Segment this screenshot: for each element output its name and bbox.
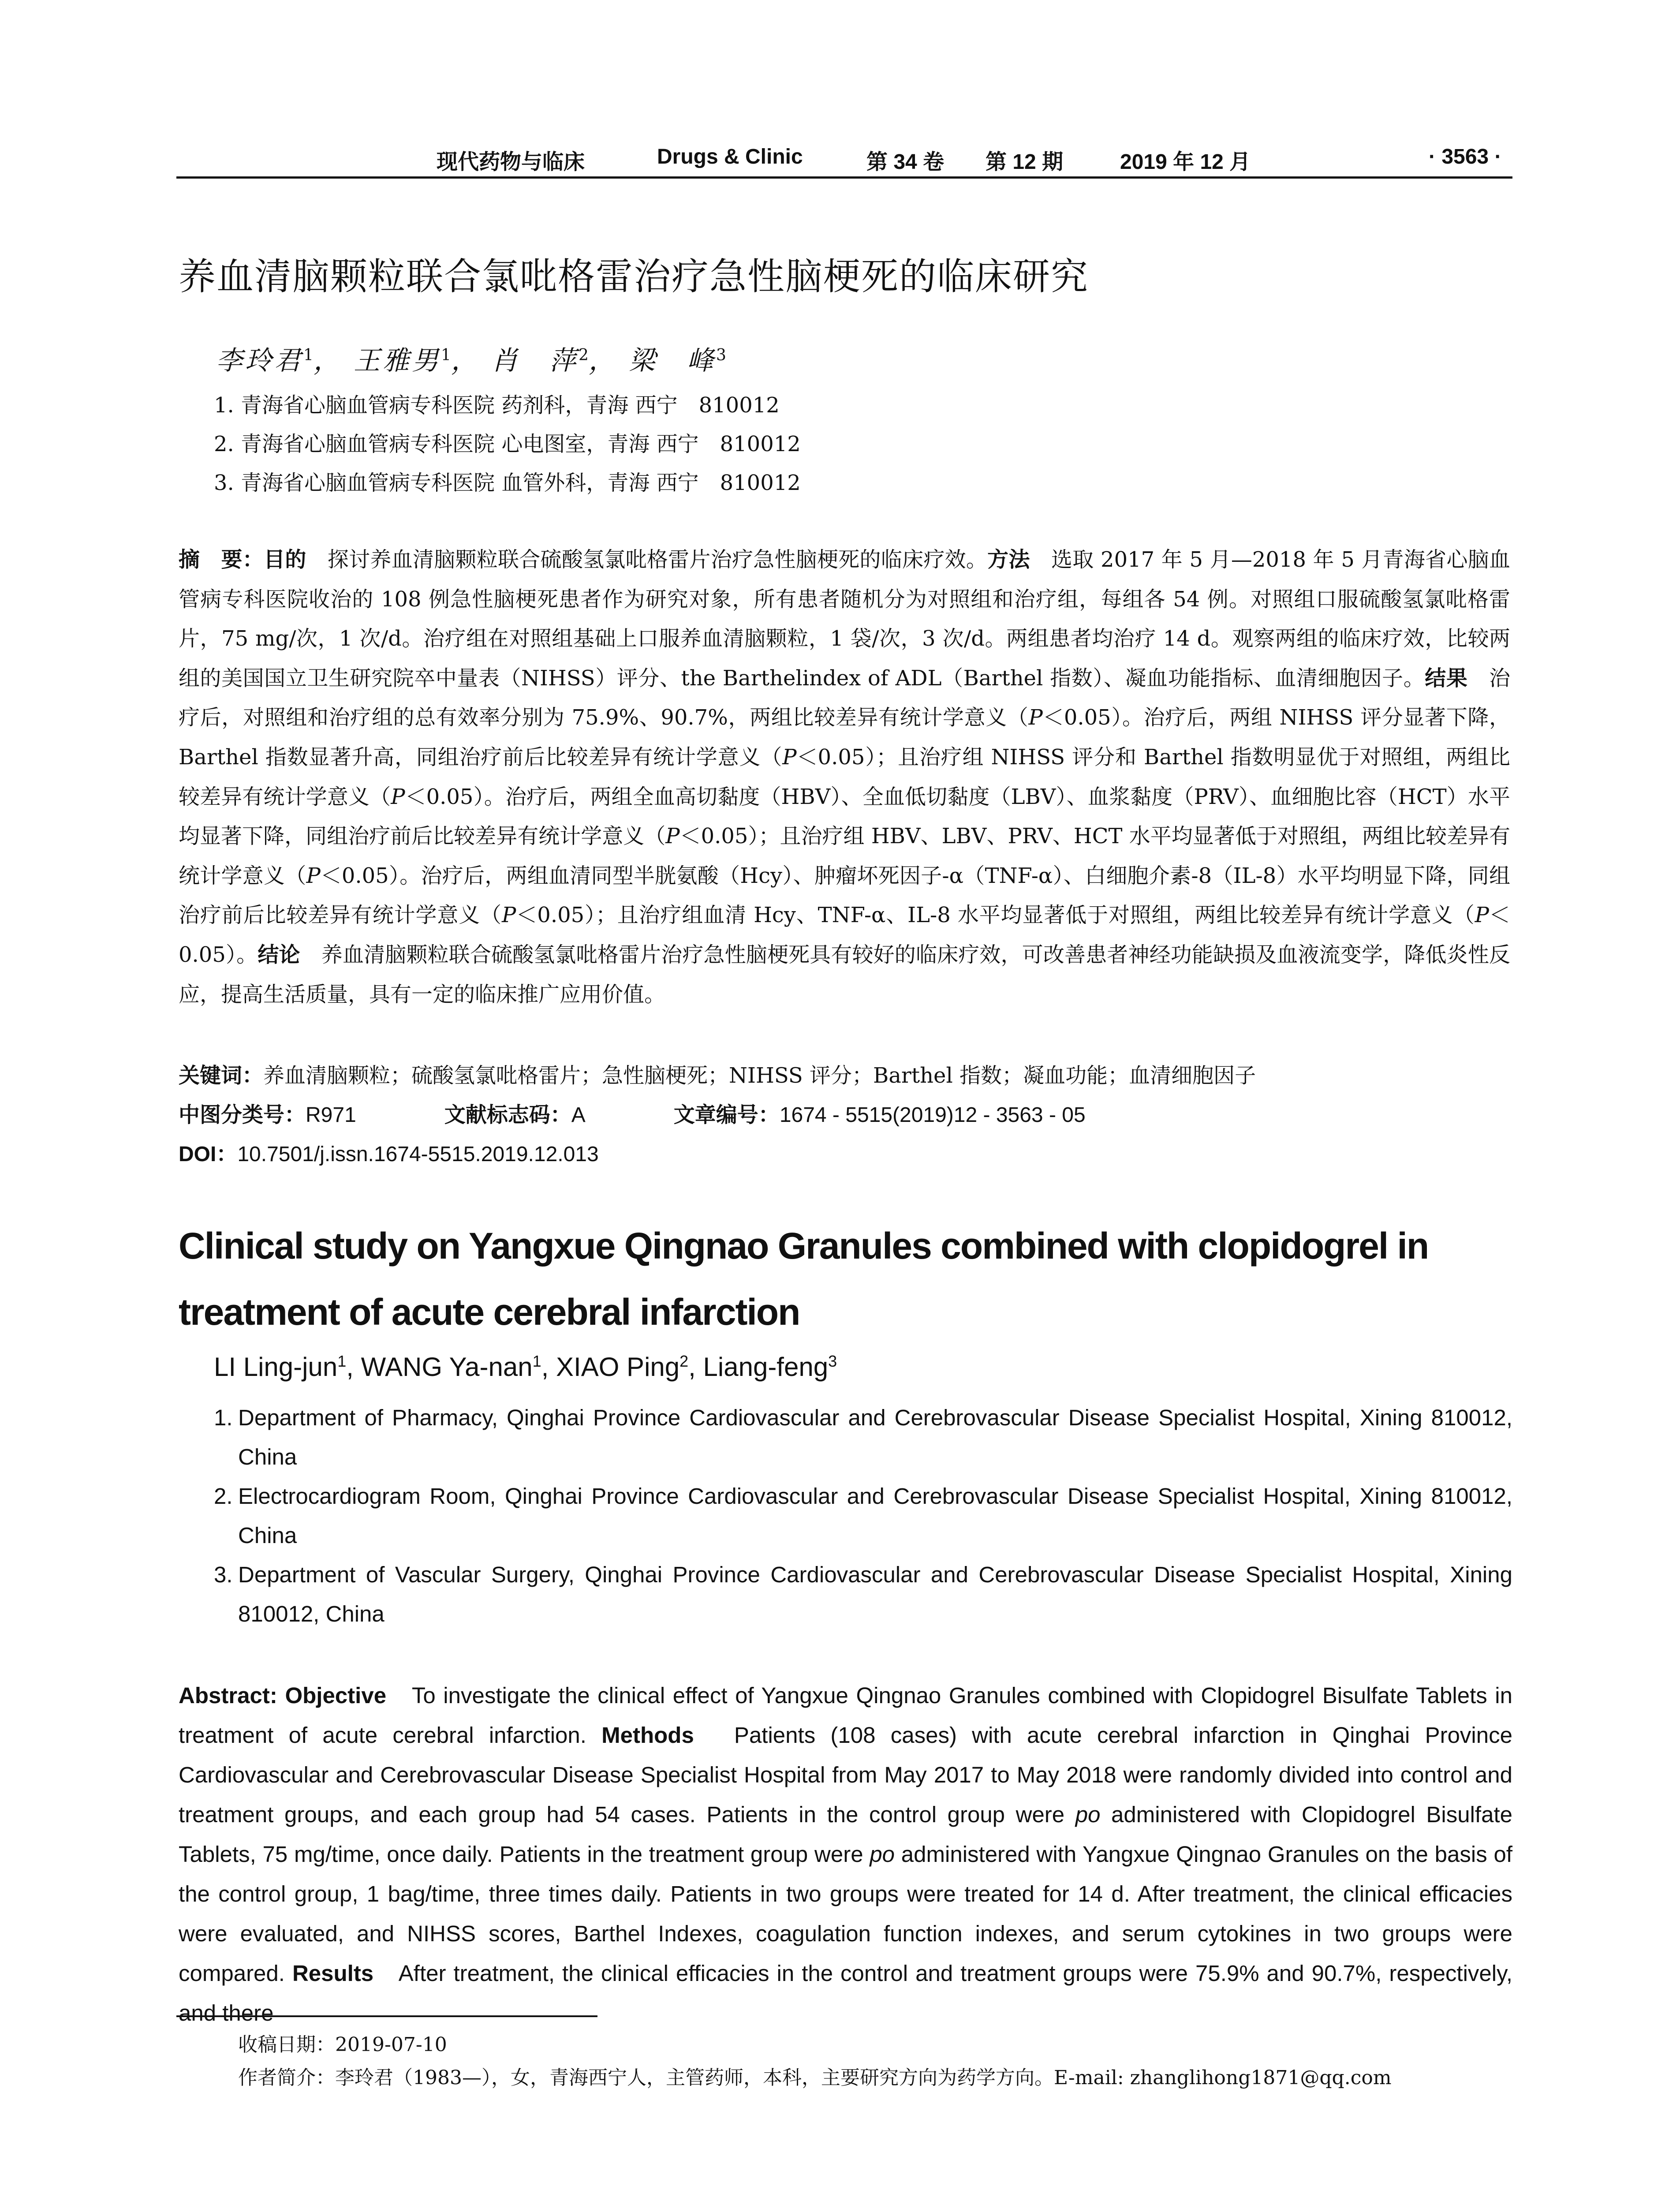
en-author-sep: , [346, 1352, 361, 1382]
en-title: Clinical study on Yangxue Qingnao Granules combined with clopidogrel in treatment of acute cerebral infarction [179, 1225, 1429, 1333]
doc-code-value: A [571, 1103, 586, 1127]
cn-meta [179, 1056, 1510, 1174]
cn-authors [216, 340, 726, 377]
doi-value: 10.7501/j.issn.1674-5515.2019.12.013 [237, 1143, 599, 1166]
en-author-name: LI Ling-jun [214, 1352, 338, 1382]
p-symbol: P [391, 784, 405, 809]
cn-author-name: 梁 峰 [628, 345, 716, 376]
en-objective-label: Objective [285, 1683, 387, 1708]
en-results-label: Results [292, 1961, 374, 1986]
page-number: · 3563 · [1429, 145, 1502, 168]
en-author-name: Liang-feng [703, 1352, 829, 1382]
cn-results-text: ＜0.05）；且治疗组 NIHSS 评分和 Barthel 指数明显优于对照组，两组比较差异有统计学意义（ [179, 744, 1510, 809]
cn-author-sep: ， [588, 345, 618, 376]
cn-author-name: 王雅男 [353, 345, 441, 376]
running-header [176, 137, 1512, 176]
article-no-label: 文章编号： [673, 1103, 780, 1127]
doi-label: DOI： [179, 1143, 238, 1166]
en-methods-text: administered with Yangxue Qingnao Granules on the basis of the control group, 1 bag/time, three times daily. Patients in two groups were treated for 14 d. After treatment, the clinical efficacies were evaluated, and NIHSS scores, Barthel Indexes, coagulation function indexes, and serum cytokines in two groups were compared. [179, 1842, 1512, 1986]
cn-results-text: 治疗后，对照组和治疗组的总有效率分别为 75.9%、90.7%，两组比较差异有统计学意义（ [179, 665, 1510, 730]
article-no-value: 1674 - 5515(2019)12 - 3563 - 05 [779, 1103, 1086, 1127]
cn-methods-text: 选取 2017 年 5 月—2018 年 5 月青海省心脑血管病专科医院收治的 108 例急性脑梗死患者作为研究对象，所有患者随机分为对照组和治疗组，每组各 54 例。对照组口服硫酸氢氯吡格雷片，75 mg/次，1 次/d。治疗组在对照组基础上口服养血清脑颗粒，1 袋/次，3 次/d。两组患者均治疗 14 d。观察两组的临床疗效，比较两组的美国国立卫生研究院卒中量表（NIHSS）评分、the Barthelindex of ADL（Barthel 指数）、凝血功能指标、血清细胞因子。 [179, 547, 1510, 691]
doc-code-label: 文献标志码： [444, 1103, 571, 1127]
en-affiliation-text: Department of Pharmacy, Qinghai Province Cardiovascular and Cerebrovascular Disease Specialist Hospital, Xining 810012, China [238, 1405, 1512, 1469]
cn-results-text: ＜0.05）；且治疗组 HBV、LBV、PRV、HCT 水平均显著低于对照组，两组比较差异有统计学意义（ [179, 824, 1510, 888]
author-info: 作者简介：李玲君（1983—），女，青海西宁人，主管药师，本科，主要研究方向为药学方向。E-mail: zhanglihong1871@qq.com [238, 2067, 1392, 2089]
en-methods-text: Patients (108 cases) with acute cerebral infarction in Qinghai Province Cardiovascular and Cerebrovascular Disease Specialist Hospital from May 2017 to May 2018 were randomly divided into control and treatment groups, and each group had 54 cases. Patients in the control group were [179, 1723, 1512, 1827]
en-objective-text: To investigate the clinical effect of Yangxue Qingnao Granules combined with Clopidogrel Bisulfate Tablets in treatment of acute cerebral infarction. [179, 1683, 1512, 1748]
en-author-sup: 2 [679, 1352, 689, 1370]
doi-line [179, 1135, 1510, 1174]
en-methods-text: administered with Clopidogrel Bisulfate Tablets, 75 mg/time, once daily. Patients in the treatment group were [179, 1802, 1513, 1867]
cn-conclusion-label: 结论 [258, 943, 300, 967]
classification-line [179, 1095, 1510, 1135]
en-affiliation [214, 1555, 1512, 1633]
en-abstract-label: Abstract: [179, 1683, 285, 1708]
en-abstract [179, 1676, 1512, 2033]
volume: 第 34 卷 [866, 150, 945, 174]
cn-results-text: ＜0.05）。治疗后，两组全血高切黏度（HBV）、全血低切黏度（LBV）、血浆黏度（PRV）、血细胞比容（HCT）水平均显著下降，同组治疗前后比较差异有统计学意义（ [179, 784, 1510, 849]
en-author-name: XIAO Ping [556, 1352, 680, 1382]
cn-affiliation: 2. 青海省心脑血管病专科医院 心电图室，青海 西宁 810012 [214, 432, 801, 456]
cn-objective-text: 探讨养血清脑颗粒联合硫酸氢氯吡格雷片治疗急性脑梗死的临床疗效。 [306, 547, 988, 572]
cn-results-label: 结果 [1425, 666, 1468, 690]
received-date: 收稿日期：2019-07-10 [238, 2033, 447, 2056]
en-author-sep: , [541, 1352, 556, 1382]
clc-value: R971 [306, 1103, 356, 1127]
en-affiliation-number: 3. [214, 1562, 233, 1587]
po-term: po [1075, 1802, 1101, 1827]
en-affiliation-number: 2. [214, 1484, 233, 1509]
p-symbol: P [306, 863, 321, 888]
cn-abstract [179, 540, 1510, 1014]
header-rule [176, 176, 1512, 179]
en-results-text: After treatment, the clinical efficacies in the control and treatment groups were 75.9% and 90.7%, respectively, and there [179, 1961, 1513, 2026]
cn-author-name: 李玲君 [216, 345, 303, 376]
en-affiliation [214, 1476, 1512, 1555]
cn-affiliation: 3. 青海省心脑血管病专科医院 血管外科，青海 西宁 810012 [214, 471, 801, 495]
po-term: po [870, 1842, 895, 1867]
cn-author-sep: ， [313, 345, 343, 376]
p-symbol: P [1475, 903, 1489, 928]
cn-title: 养血清脑颗粒联合氯吡格雷治疗急性脑梗死的临床研究 [179, 255, 1089, 298]
en-affiliation-text: Department of Vascular Surgery, Qinghai Province Cardiovascular and Cerebrovascular Disease Specialist Hospital, Xining 810012, China [238, 1562, 1512, 1626]
journal-name-en: Drugs & Clinic [657, 145, 803, 168]
cn-results-text: ＜0.05）；且治疗组血清 Hcy、TNF-α、IL-8 水平均显著低于对照组，两组比较差异有统计学意义（ [516, 903, 1475, 928]
en-methods-label: Methods [601, 1723, 694, 1748]
cn-author-sup: 1 [303, 346, 314, 364]
clc-label: 中图分类号： [179, 1103, 306, 1127]
en-author-sup: 1 [337, 1352, 347, 1370]
cn-affiliation: 1. 青海省心脑血管病专科医院 药剂科，青海 西宁 810012 [214, 393, 780, 418]
en-author-sep: , [688, 1352, 703, 1382]
cn-objective-label: 目的 [264, 548, 306, 572]
cn-author-sup: 3 [716, 346, 726, 364]
cn-methods-label: 方法 [987, 548, 1030, 572]
keywords-line [179, 1056, 1510, 1095]
p-symbol: P [665, 824, 680, 849]
cn-author-sep: ， [451, 345, 480, 376]
en-affiliation-number: 1. [214, 1405, 233, 1430]
cn-results-text: ＜0.05）。治疗后，两组血清同型半胱氨酸（Hcy）、肿瘤坏死因子-α（TNF-α）、白细胞介素-8（IL-8）水平均明显下降，同组治疗前后比较差异有统计学意义（ [179, 863, 1510, 928]
keywords: 养血清脑颗粒；硫酸氢氯吡格雷片；急性脑梗死；NIHSS 评分；Barthel 指数；凝血功能；血清细胞因子 [263, 1063, 1256, 1088]
en-affiliation [214, 1398, 1512, 1476]
p-symbol: P [501, 903, 516, 928]
cn-results-text: ＜0.05）。治疗后，两组 NIHSS 评分显著下降，Barthel 指数显著升高，同组治疗前后比较差异有统计学意义（ [179, 705, 1510, 770]
cn-author-sup: 1 [441, 346, 451, 364]
en-author-name: WANG Ya-nan [361, 1352, 533, 1382]
cn-results-text: ＜0.05）。 [179, 903, 1510, 967]
en-author-sup: 1 [532, 1352, 541, 1370]
cn-author-sup: 2 [578, 346, 589, 364]
en-author-sup: 3 [828, 1352, 837, 1370]
issue-date: 2019 年 12 月 [1120, 150, 1251, 174]
en-affiliation-text: Electrocardiogram Room, Qinghai Province Cardiovascular and Cerebrovascular Disease Specialist Hospital, Xining 810012, China [238, 1484, 1512, 1548]
cn-conclusion-text: 养血清脑颗粒联合硫酸氢氯吡格雷片治疗急性脑梗死具有较好的临床疗效，可改善患者神经功能缺损及血液流变学，降低炎性反应，提高生活质量，具有一定的临床推广应用价值。 [179, 942, 1510, 1007]
footnote-rule [176, 2015, 597, 2017]
p-symbol: P [1028, 705, 1043, 730]
cn-abstract-label: 摘 要： [179, 548, 264, 572]
journal-name-cn: 现代药物与临床 [437, 149, 585, 174]
en-authors [214, 1352, 837, 1382]
issue: 第 12 期 [986, 150, 1064, 174]
cn-author-name: 肖 萍 [491, 345, 579, 376]
keywords-label: 关键词： [179, 1064, 264, 1088]
p-symbol: P [782, 744, 797, 770]
